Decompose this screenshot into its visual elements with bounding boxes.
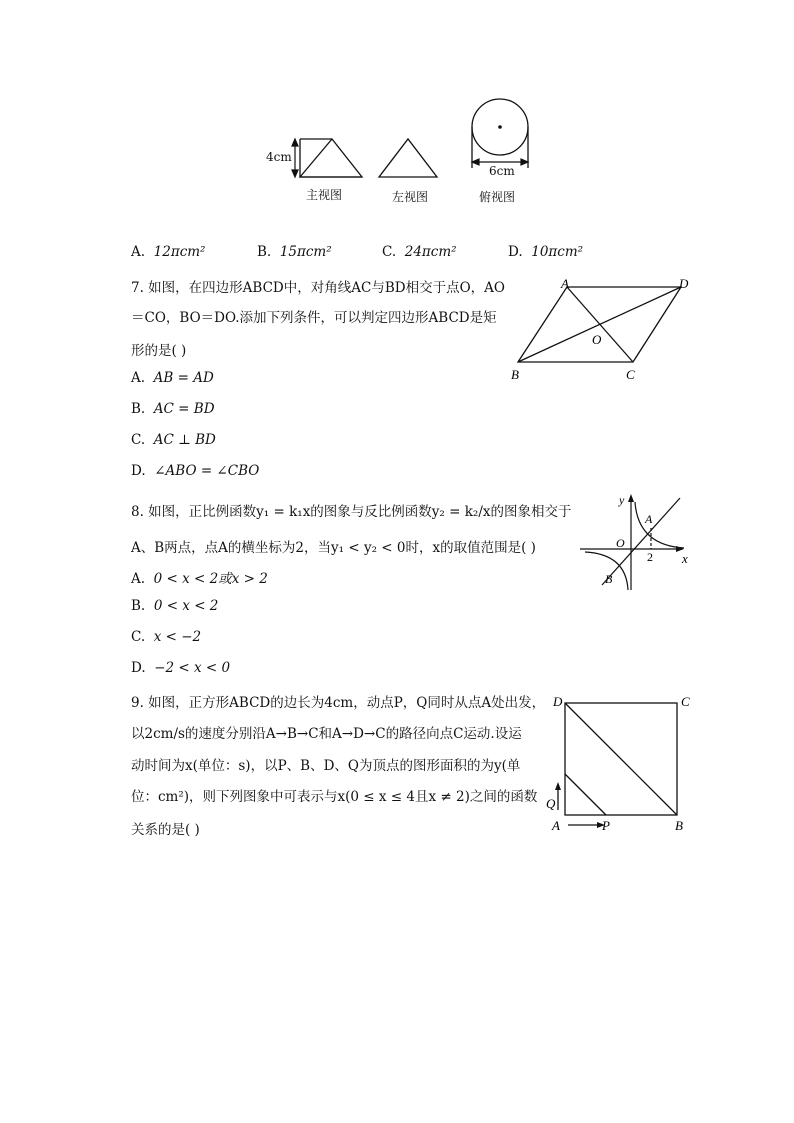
- q6-option-b[interactable]: B. 15πcm²: [257, 244, 332, 260]
- vertex-b: B: [511, 367, 519, 382]
- point-a-label: A: [645, 512, 653, 526]
- q9-stem-line-5: 关系的是( ): [131, 822, 200, 838]
- q9-stem-line-4: 位：cm²)，则下列图象中可表示与x(0 ≤ x ≤ 4且x ≠ 2)之间的函数: [131, 789, 538, 805]
- vertex-c: C: [681, 694, 690, 709]
- q9-square-figure: [545, 692, 695, 837]
- q8-option-c[interactable]: C. x < −2: [131, 629, 202, 645]
- q9-stem-line-1: 9. 如图，正方形ABCD的边长为4cm，动点P，Q同时从点A处出发，: [131, 695, 546, 711]
- vertex-a: A: [552, 818, 560, 833]
- q6-option-a[interactable]: A. 12πcm²: [131, 244, 206, 260]
- q6-option-d[interactable]: D. 10πcm²: [508, 244, 584, 260]
- diagonal-bd: [565, 703, 677, 815]
- left-view-label: 左视图: [392, 190, 429, 204]
- q8-option-b[interactable]: B. 0 < x < 2: [131, 598, 219, 614]
- q8-function-graph: [580, 490, 695, 595]
- y-axis-arrow: [628, 494, 634, 502]
- q7-parallelogram-figure: [505, 274, 705, 384]
- q9-stem-line-2: 以2cm/s的速度分别沿A→B→C和A→D→C的路径向点C运动.设运: [131, 726, 522, 742]
- height-dim-label: 4cm: [266, 150, 292, 164]
- vertex-a: A: [561, 276, 569, 291]
- top-view-center-dot: [498, 125, 502, 129]
- origin-label: O: [616, 536, 625, 550]
- vertex-c: C: [626, 367, 635, 382]
- point-b-label: B: [605, 572, 613, 586]
- x-axis-label: x: [682, 551, 688, 566]
- q7-stem-line-2: ＝CO，BO＝DO.添加下列条件，可以判定四边形ABCD是矩: [131, 310, 497, 326]
- q7-option-b[interactable]: B. AC = BD: [131, 401, 215, 417]
- hyperbola-q1: [635, 502, 684, 548]
- q7-stem-line-3: 形的是( ): [131, 343, 187, 359]
- proportional-line: [602, 498, 680, 585]
- q9-stem-line-3: 动时间为x(单位：s)，以P、B、D、Q为顶点的图形面积的为y(单: [131, 758, 521, 774]
- diameter-dim-label: 6cm: [489, 164, 515, 178]
- front-view-label: 主视图: [306, 188, 343, 202]
- q8-option-a[interactable]: A. 0 < x < 2或x > 2: [131, 571, 268, 587]
- q7-option-a[interactable]: A. AB = AD: [131, 370, 214, 386]
- arrow-up-head: [555, 782, 561, 790]
- top-view-label: 俯视图: [479, 190, 516, 204]
- q7-option-c[interactable]: C. AC ⊥ BD: [131, 432, 216, 448]
- left-view-shape: [379, 139, 437, 177]
- tick-2-label: 2: [647, 550, 653, 564]
- point-q: Q: [546, 796, 556, 811]
- height-dimension-arrow: [292, 139, 298, 177]
- vertex-d: D: [553, 694, 563, 709]
- q7-option-d[interactable]: D. ∠ABO = ∠CBO: [131, 463, 260, 479]
- q8-stem-line-1: 8. 如图，正比例函数y₁ = k₁x的图象与反比例函数y₂ = k₂/x的图象相交于: [131, 504, 572, 520]
- q8-option-d[interactable]: D. −2 < x < 0: [131, 660, 231, 676]
- top-view-shape: [472, 99, 528, 168]
- vertex-b: B: [675, 818, 683, 833]
- y-axis-label: y: [619, 493, 625, 507]
- segment-pq: [565, 774, 606, 815]
- q8-stem-line-2: A、B两点，点A的横坐标为2，当y₁ < y₂ < 0时，x的取值范围是( ): [131, 540, 536, 556]
- point-p: P: [602, 818, 610, 833]
- point-o: O: [592, 332, 602, 347]
- q6-option-c[interactable]: C. 24πcm²: [382, 244, 457, 260]
- q7-stem-line-1: 7. 如图，在四边形ABCD中，对角线AC与BD相交于点O，AO: [131, 280, 505, 296]
- front-view-shape: [300, 139, 362, 177]
- vertex-d: D: [679, 276, 689, 291]
